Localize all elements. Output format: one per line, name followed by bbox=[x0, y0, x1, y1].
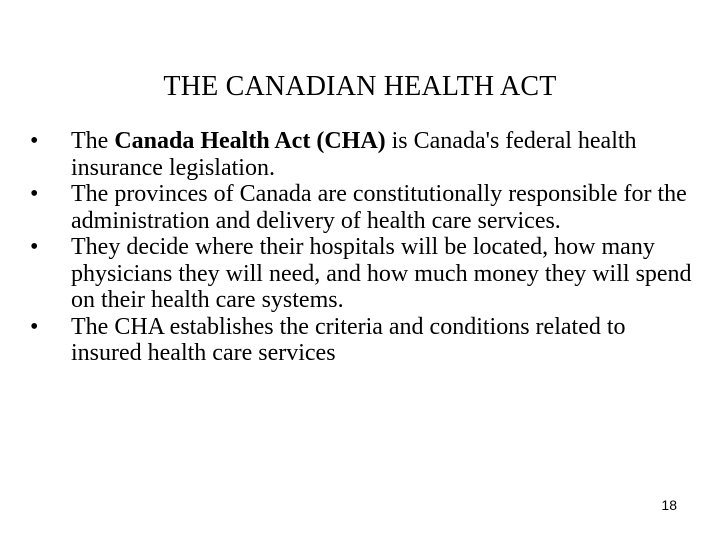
bullet-item-criteria bbox=[30, 314, 700, 367]
slide-title: THE CANADIAN HEALTH ACT bbox=[163, 70, 557, 102]
bullet-icon: • bbox=[30, 234, 39, 260]
bullet-item-cha-definition bbox=[30, 128, 700, 181]
bullet-icon: • bbox=[30, 313, 39, 340]
bullet-bold-term: Canada Health Act (CHA) bbox=[114, 128, 386, 154]
bullet-icon: • bbox=[30, 128, 39, 154]
bullet-item-decisions bbox=[30, 234, 700, 314]
bullet-icon: • bbox=[30, 181, 39, 207]
bullet-text-suffix: is Canada's federal health insurance legislation. bbox=[71, 128, 637, 181]
bullet-text: The provinces of Canada are constitutionally responsible for the administration and delivery of health care services. bbox=[71, 181, 687, 234]
page-number: 18 bbox=[661, 497, 677, 513]
bullet-list bbox=[30, 128, 700, 367]
bullet-item-provinces bbox=[30, 181, 700, 234]
bullet-text: They decide where their hospitals will be located, how many physicians they will need, and how much money they will spend on their health care systems. bbox=[71, 234, 692, 313]
bullet-text: The CHA establishes the criteria and conditions related to insured health care services bbox=[71, 313, 626, 366]
bullet-text-prefix: The bbox=[71, 128, 115, 154]
